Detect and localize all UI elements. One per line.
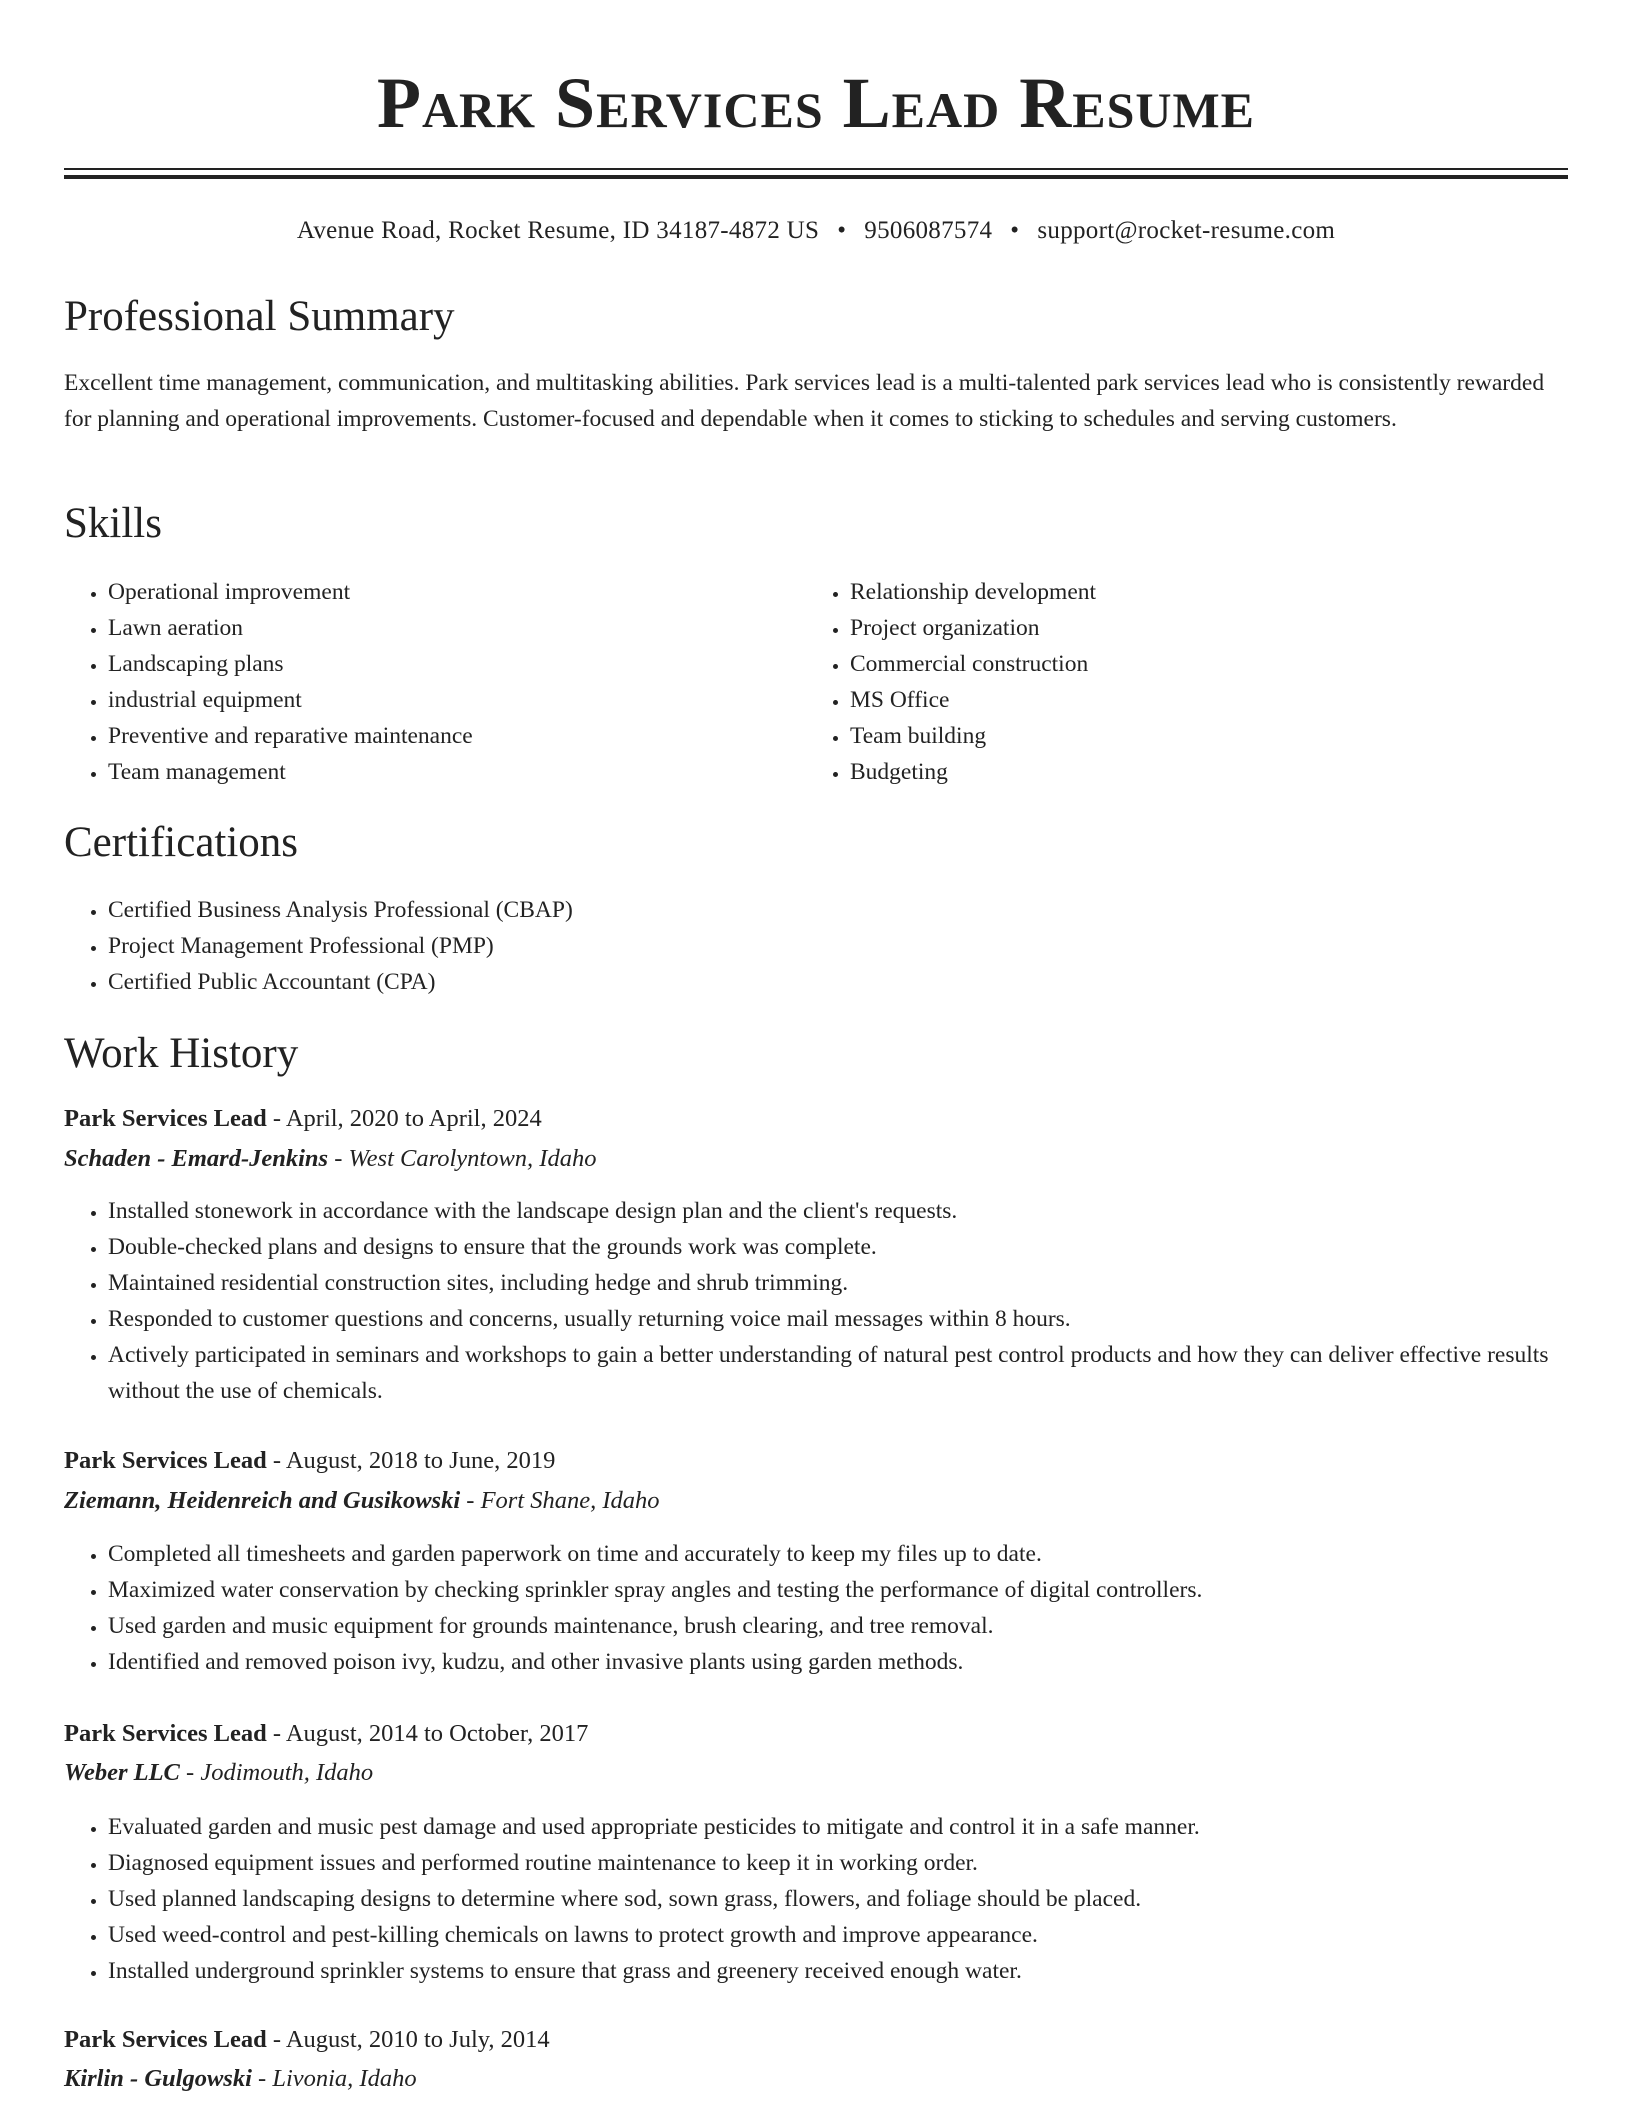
job-company: Ziemann, Heidenreich and Gusikowski bbox=[64, 1487, 461, 1514]
job-location: Jodimouth, Idaho bbox=[200, 1759, 374, 1786]
job-company-line: Weber LLC - Jodimouth, Idaho bbox=[64, 1759, 374, 1786]
job-company-line: Ziemann, Heidenreich and Gusikowski - Fort Shane, Idaho bbox=[64, 1487, 660, 1514]
job-title-line: Park Services Lead - April, 2020 to April, 2024 bbox=[64, 1105, 542, 1132]
skill-item: • Lawn aeration bbox=[108, 610, 808, 646]
job-location: Fort Shane, Idaho bbox=[480, 1487, 660, 1514]
work-history-heading: Work History bbox=[64, 1030, 299, 1077]
contact-line bbox=[0, 214, 1632, 248]
job-bullets bbox=[64, 1809, 1568, 1989]
job-bullet: • Maximized water conservation by checking sprinkler spray angles and testing the performance of digital controllers. bbox=[108, 1572, 1568, 1608]
job-title: Park Services Lead bbox=[64, 1720, 267, 1747]
job-bullet: • Installed stonework in accordance with the landscape design plan and the client's requests. bbox=[108, 1193, 1568, 1229]
job-bullets bbox=[64, 1193, 1568, 1409]
job-title: Park Services Lead bbox=[64, 1447, 267, 1474]
skill-item: • Team building bbox=[850, 718, 1550, 754]
job-bullet: • Identified and removed poison ivy, kudzu, and other invasive plants using garden methods. bbox=[108, 1644, 1568, 1680]
certification-item: • Project Management Professional (PMP) bbox=[108, 928, 1568, 964]
certifications-list bbox=[64, 892, 1568, 1000]
skill-item: • Landscaping plans bbox=[108, 646, 808, 682]
job-bullet: • Maintained residential construction sites, including hedge and shrub trimming. bbox=[108, 1265, 1568, 1301]
contact-separator: • bbox=[837, 217, 847, 244]
job-title-line: Park Services Lead - August, 2018 to June, 2019 bbox=[64, 1447, 556, 1474]
job-bullet: • Used garden and music equipment for grounds maintenance, brush clearing, and tree removal. bbox=[108, 1608, 1568, 1644]
job-bullet: • Used weed-control and pest-killing chemicals on lawns to protect growth and improve appearance. bbox=[108, 1917, 1568, 1953]
job-dates: August, 2014 to October, 2017 bbox=[285, 1720, 589, 1747]
contact-separator: • bbox=[1010, 217, 1020, 244]
job-bullet: • Evaluated garden and music pest damage and used appropriate pesticides to mitigate and control it in a safe manner. bbox=[108, 1809, 1568, 1845]
job-dates: April, 2020 to April, 2024 bbox=[285, 1105, 542, 1132]
job-location: West Carolyntown, Idaho bbox=[348, 1145, 597, 1172]
skill-item: • Project organization bbox=[850, 610, 1550, 646]
skill-item: • MS Office bbox=[850, 682, 1550, 718]
job-title-line: Park Services Lead - August, 2014 to October, 2017 bbox=[64, 1720, 589, 1747]
job-bullet: • Completed all timesheets and garden paperwork on time and accurately to keep my files up to date. bbox=[108, 1536, 1568, 1572]
contact-phone: 9506087574 bbox=[864, 217, 993, 244]
title-divider-thick bbox=[64, 175, 1568, 179]
certification-item: • Certified Public Accountant (CPA) bbox=[108, 964, 1568, 1000]
job-bullet: • Actively participated in seminars and workshops to gain a better understanding of natural pest control products and how they can deliver effective results without the use of chemicals. bbox=[108, 1337, 1568, 1409]
contact-email: support@rocket-resume.com bbox=[1037, 217, 1336, 244]
job-title: Park Services Lead bbox=[64, 1105, 267, 1132]
job-bullet: • Double-checked plans and designs to ensure that the grounds work was complete. bbox=[108, 1229, 1568, 1265]
certifications-heading: Certifications bbox=[64, 819, 299, 866]
job-company-line: Schaden - Emard-Jenkins - West Carolyntown, Idaho bbox=[64, 1145, 597, 1172]
summary-text: Excellent time management, communication, and multitasking abilities. Park services lead is a multi-talented park services lead who is consistently rewarded for planning and operational improvements. Customer-focused and dependable when it comes to sticking to schedules and serving customers. bbox=[64, 370, 1545, 432]
job-company: Schaden - Emard-Jenkins bbox=[64, 1145, 329, 1172]
page-title: Park Services Lead Resume bbox=[376, 63, 1256, 143]
job-title-line: Park Services Lead - August, 2010 to July, 2014 bbox=[64, 2026, 550, 2053]
job-location: Livonia, Idaho bbox=[272, 2065, 417, 2092]
job-bullet: • Installed underground sprinkler systems to ensure that grass and greenery received enough water. bbox=[108, 1953, 1568, 1989]
title-divider-thin bbox=[64, 168, 1568, 170]
job-bullet: • Diagnosed equipment issues and performed routine maintenance to keep it in working order. bbox=[108, 1845, 1568, 1881]
skills-list-right bbox=[806, 574, 1550, 790]
skill-item: • Budgeting bbox=[850, 754, 1550, 790]
job-company: Weber LLC bbox=[64, 1759, 180, 1786]
job-dates: August, 2018 to June, 2019 bbox=[285, 1447, 556, 1474]
skill-item: • Team management bbox=[108, 754, 808, 790]
job-dates: August, 2010 to July, 2014 bbox=[285, 2026, 550, 2053]
skill-item: • Relationship development bbox=[850, 574, 1550, 610]
summary-heading: Professional Summary bbox=[64, 293, 455, 340]
job-title: Park Services Lead bbox=[64, 2026, 267, 2053]
skills-heading: Skills bbox=[64, 500, 162, 547]
job-bullet: • Used planned landscaping designs to determine where sod, sown grass, flowers, and foliage should be placed. bbox=[108, 1881, 1568, 1917]
job-bullet: • Responded to customer questions and concerns, usually returning voice mail messages within 8 hours. bbox=[108, 1301, 1568, 1337]
skills-list-left bbox=[64, 574, 808, 790]
certification-item: • Certified Business Analysis Professional (CBAP) bbox=[108, 892, 1568, 928]
skill-item: • industrial equipment bbox=[108, 682, 808, 718]
skill-item: • Commercial construction bbox=[850, 646, 1550, 682]
skill-item: • Preventive and reparative maintenance bbox=[108, 718, 808, 754]
job-company-line: Kirlin - Gulgowski - Livonia, Idaho bbox=[64, 2065, 417, 2092]
skill-item: • Operational improvement bbox=[108, 574, 808, 610]
job-bullets bbox=[64, 1536, 1568, 1680]
contact-address: Avenue Road, Rocket Resume, ID 34187-4872 US bbox=[296, 217, 820, 244]
job-company: Kirlin - Gulgowski bbox=[64, 2065, 252, 2092]
